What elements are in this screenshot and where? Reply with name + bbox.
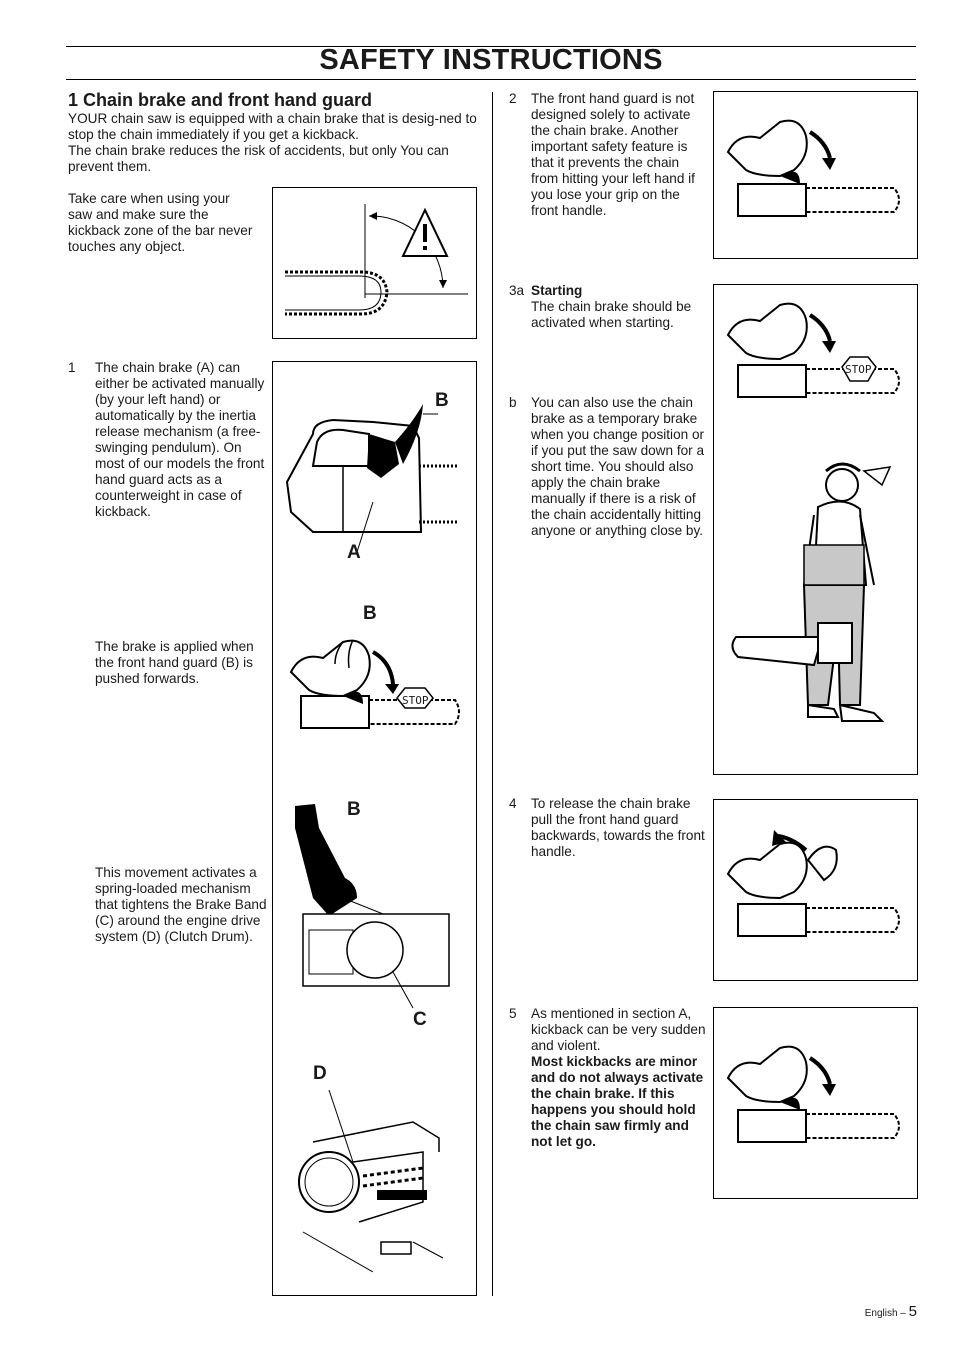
item-2-number: 2: [509, 91, 517, 106]
item-5-text: [531, 1006, 706, 1150]
page-number: 5: [908, 1303, 917, 1320]
label-c: C: [413, 1009, 427, 1030]
column-divider: [492, 92, 493, 1296]
label-b-2: B: [363, 603, 377, 624]
item-3b-number: b: [509, 395, 517, 410]
kickback-note: Take care when using your saw and make sure the kickback zone of the bar never touches any object.: [68, 191, 253, 254]
item-5-number: 5: [509, 1006, 517, 1021]
item-4-number: 4: [509, 796, 517, 811]
brake-mechanism-figures: [272, 361, 477, 1296]
item-3b-text: You can also use the chain brake as a temporary brake when you change position or if you put the saw down for a short time. You should also apply the chain brake manually if there is a risk of the chain accidentally hitting anyone or anything close by.: [531, 395, 705, 538]
title-underline: [66, 79, 916, 80]
clutch-drum-figure: [273, 1082, 476, 1282]
label-b-3: B: [347, 799, 361, 820]
chainsaw-brake-diagram: [273, 382, 476, 592]
item-3a-number: 3a: [509, 283, 525, 298]
page-title: SAFETY INSTRUCTIONS: [319, 44, 663, 76]
kickback-grip-figure: [713, 1007, 918, 1199]
item-5-warning: Most kickbacks are minor and do not always activate the chain brake. If this happens you should hold the chain saw firmly and not let go.: [531, 1054, 704, 1149]
item-3a-title: Starting: [531, 283, 583, 298]
hand-push-guard-figure: [273, 612, 476, 762]
item-3a-body: The chain brake should be activated when starting.: [531, 299, 692, 330]
item-1-text: The chain brake (A) can either be activated manually (by your left hand) or automatically by the inertia release mechanism (a free-swinging pendulum). On most of our models the front hand guard acts as a counterweight in case of kickback.: [95, 360, 265, 519]
item-1-number: 1: [68, 360, 76, 375]
movement-text: This movement activates a spring-loaded mechanism that tightens the Brake Band (C) around the engine drive system (D) (Clutch Drum).: [95, 865, 267, 944]
intro-paragraph: [68, 111, 478, 175]
item-3a-text: [531, 283, 706, 331]
front-guard-figure: [713, 91, 918, 259]
page-footer: [865, 1303, 917, 1320]
intro-line-2: The chain brake reduces the risk of accidents, but only You can prevent them.: [68, 143, 449, 174]
item-5-body: As mentioned in section A, kickback can be very sudden and violent.: [531, 1006, 706, 1053]
brake-applied-text: The brake is applied when the front hand guard (B) is pushed forwards.: [95, 639, 254, 686]
intro-line-1: YOUR chain saw is equipped with a chain brake that is desig-ned to stop the chain immediately if you get a kickback.: [68, 111, 477, 142]
brake-band-figure: [273, 798, 476, 1018]
item-2-text: The front hand guard is not designed solely to activate the chain brake. Another important safety feature is that it prevents the chain from hitting your left hand if you lose your grip on the front handle.: [531, 91, 695, 218]
item-4-text: To release the chain brake pull the front hand guard backwards, towards the front handle.: [531, 796, 705, 859]
kickback-zone-figure: [272, 187, 477, 339]
label-a: A: [347, 542, 361, 563]
starting-figure: [713, 284, 918, 775]
stop-sign-label-2: STOP: [845, 363, 872, 376]
stop-sign-label-1: STOP: [402, 694, 429, 707]
release-brake-figure: [713, 799, 918, 981]
label-b-1: B: [435, 390, 449, 411]
footer-language: English –: [864, 1308, 906, 1319]
label-d: D: [313, 1063, 327, 1084]
section-heading: 1 Chain brake and front hand guard: [68, 90, 373, 110]
